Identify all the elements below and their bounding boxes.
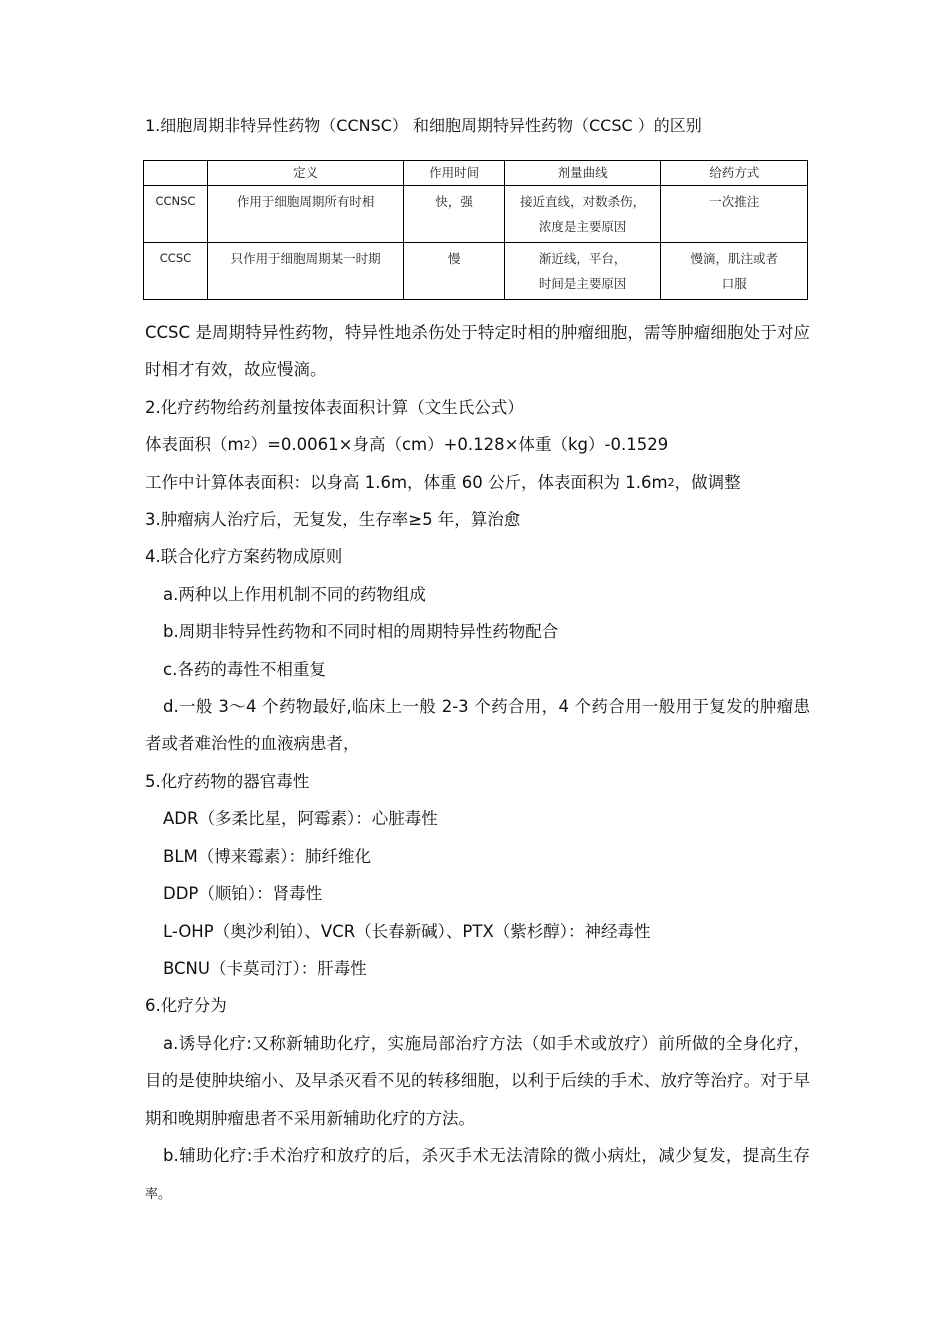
list-item: b.周期非特异性药物和不同时相的周期特异性药物配合 — [163, 622, 559, 642]
list-item-text-small: 率。 — [145, 1187, 172, 1203]
table-cell-definition: 作用于细胞周期所有时相 — [207, 186, 403, 243]
list-item: BCNU（卡莫司汀）：肝毒性 — [163, 958, 367, 978]
table-header-cell: 定义 — [207, 161, 403, 186]
table-cell-time: 慢 — [404, 243, 505, 300]
table-cell-route — [661, 243, 808, 300]
table-cell-curve — [504, 243, 661, 300]
table-header-cell: 剂量曲线 — [504, 161, 661, 186]
comparison-table — [143, 160, 808, 300]
list-item — [145, 1025, 810, 1137]
table-cell-line: 浓度是主要原因 — [538, 219, 627, 234]
table-header-cell: 作用时间 — [404, 161, 505, 186]
section-heading-1: 1.细胞周期非特异性药物（CCNSC） 和细胞周期特异性药物（CCSC ）的区别 — [145, 116, 702, 135]
superscript: 2 — [243, 438, 251, 452]
list-item: DDP（顺铂）：肾毒性 — [163, 884, 323, 904]
table-cell-line: 慢滴，肌注或者 — [690, 251, 778, 266]
list-item-text: b.辅助化疗:手术治疗和放疗的后，杀灭手术无法清除的微小病灶，减少复发，提高生存 — [163, 1145, 810, 1165]
table-cell-line: 接近直线，对数杀伤， — [520, 194, 646, 209]
list-item: L-OHP（奥沙利铂）、VCR（长春新碱）、PTX（紫杉醇）：神经毒性 — [163, 921, 651, 941]
table-cell-route — [661, 186, 808, 243]
formula-text: 体表面积（m — [145, 435, 244, 455]
list-item — [145, 688, 810, 763]
table-cell-time: 快，强 — [404, 186, 505, 243]
section-heading-4: 4.联合化疗方案药物成原则 — [145, 547, 343, 567]
superscript: 2 — [667, 475, 675, 489]
bsa-formula — [145, 426, 810, 463]
work-note-text: ，做调整 — [674, 472, 741, 492]
list-item: a.两种以上作用机制不同的药物组成 — [163, 584, 426, 604]
list-item — [145, 1137, 810, 1214]
table-header-cell: 给药方式 — [661, 161, 808, 186]
table-cell-definition: 只作用于细胞周期某一时期 — [207, 243, 403, 300]
table-cell-name: CCNSC — [144, 186, 208, 243]
bsa-work-note — [145, 464, 810, 501]
list-item-text: d.一般 3～4 个药物最好,临床上一般 2-3 个药合用，4 个药合用一般用于复发的肿瘤患者或者难治性的血液病患者， — [145, 697, 810, 754]
section-heading-5: 5.化疗药物的器官毒性 — [145, 771, 310, 791]
table-cell-line: 口服 — [721, 276, 747, 291]
formula-text: ）=0.0061×身高（cm）+0.128×体重（kg）-0.1529 — [250, 435, 669, 455]
section-heading-3: 3.肿瘤病人治疗后，无复发，生存率≥5 年，算治愈 — [145, 510, 521, 530]
section-heading-2: 2.化疗药物给药剂量按体表面积计算（文生氏公式） — [145, 397, 524, 417]
list-item: BLM（博来霉素）：肺纤维化 — [163, 846, 371, 866]
table-cell-line: 一次推注 — [709, 194, 760, 209]
table-cell-curve — [504, 186, 661, 243]
work-note-text: 工作中计算体表面积：以身高 1.6m，体重 60 公斤，体表面积为 1.6m — [145, 472, 668, 492]
section-heading-6: 6.化疗分为 — [145, 996, 227, 1016]
table-cell-line: 时间是主要原因 — [538, 276, 627, 291]
document-body — [145, 314, 810, 1214]
table-cell-line: 渐近线，平台， — [538, 251, 627, 266]
list-item-text: a.诱导化疗:又称新辅助化疗，实施局部治疗方法（如手术或放疗）前所做的全身化疗，目的是使肿块缩小、及早杀灭看不见的转移细胞，以利于后续的手术、放疗等治疗。对于早期和晚期肿瘤患者不采用新辅助化疗的方法。 — [145, 1033, 810, 1128]
table-header-row — [144, 161, 808, 186]
list-item: c.各药的毒性不相重复 — [163, 659, 326, 679]
table-row — [144, 186, 808, 243]
ccsc-note-paragraph: CCSC 是周期特异性药物，特异性地杀伤处于特定时相的肿瘤细胞，需等肿瘤细胞处于对应时相才有效，故应慢滴。 — [145, 323, 810, 380]
table-cell-name: CCSC — [144, 243, 208, 300]
table-row — [144, 243, 808, 300]
table-header-cell — [144, 161, 208, 186]
list-item: ADR（多柔比星，阿霉素）：心脏毒性 — [163, 809, 438, 829]
